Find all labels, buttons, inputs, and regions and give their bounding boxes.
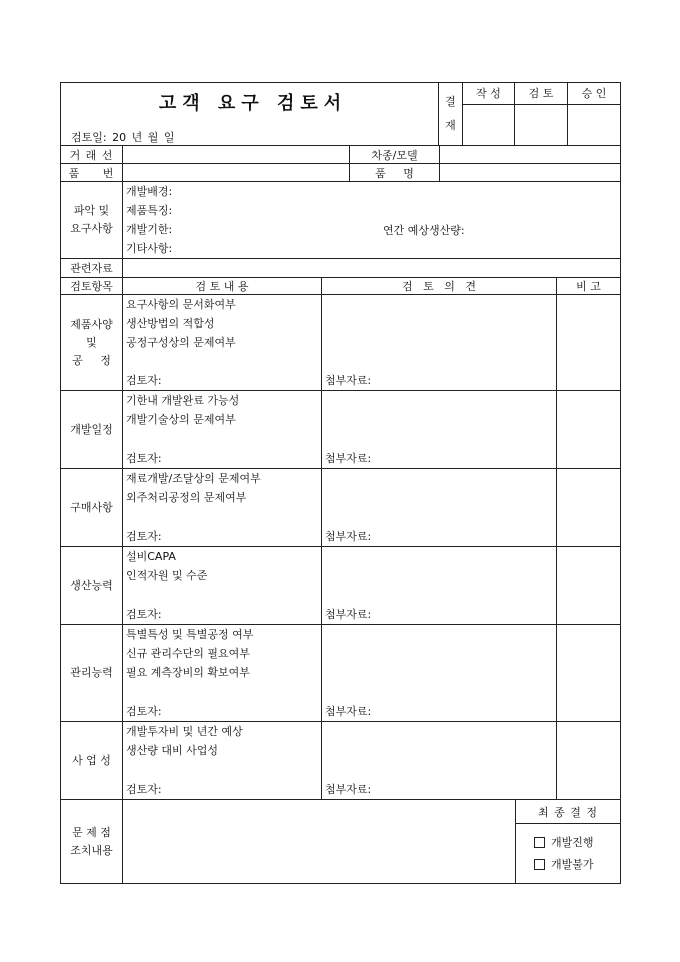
header-table [60, 82, 621, 146]
option-reject[interactable] [534, 854, 617, 876]
checkbox-icon[interactable] [534, 837, 545, 848]
reviewer-label: 검토자: [126, 608, 162, 621]
part-no-field[interactable] [123, 164, 350, 182]
review-item: 특별특성 및 특별공정 여부 [126, 628, 254, 641]
review-item: 개발기술상의 문제여부 [126, 413, 236, 426]
reviewer-label: 검토자: [126, 374, 162, 387]
section-label: 구매사항 [61, 469, 123, 547]
sign-box-write[interactable] [463, 104, 515, 145]
remark-field[interactable] [557, 469, 621, 547]
option-proceed[interactable] [534, 832, 617, 854]
sign-box-review[interactable] [515, 104, 568, 145]
remark-field[interactable] [557, 391, 621, 469]
review-item: 공정구성상의 문제여부 [126, 336, 236, 349]
section-label: 생산능력 [61, 547, 123, 625]
related-data-field[interactable] [123, 259, 621, 278]
remark-field[interactable] [557, 547, 621, 625]
review-item: 외주처리공정의 문제여부 [126, 491, 247, 504]
req-features: 제품특징: [126, 204, 173, 217]
review-item: 개발투자비 및 년간 예상 [126, 725, 243, 738]
review-item: 생산방법의 적합성 [126, 317, 215, 330]
req-other: 기타사항: [126, 242, 173, 255]
option-reject-label: 개발불가 [551, 857, 594, 871]
approval-label-2: 재 [445, 119, 456, 132]
review-table [60, 277, 621, 800]
requirements-label-2: 요구사항 [70, 222, 113, 235]
attachment-label: 첨부자료: [325, 705, 372, 718]
option-proceed-label: 개발진행 [551, 835, 594, 849]
reviewer-label: 검토자: [126, 452, 162, 465]
reviewer-label: 검토자: [126, 705, 162, 718]
attachment-label: 첨부자료: [325, 783, 372, 796]
col-review-content: 검 토 내 용 [123, 278, 322, 295]
approval-label: 결 [445, 95, 456, 108]
review-form [60, 82, 620, 884]
car-model-field[interactable] [440, 146, 621, 164]
part-no-label: 품 번 [61, 164, 123, 182]
requirements-table [60, 181, 621, 278]
review-date: 검토일: 20 년 월 일 [71, 131, 175, 144]
remark-field[interactable] [557, 295, 621, 391]
part-name-label: 품 명 [350, 164, 440, 182]
section-row [61, 391, 621, 469]
section-row [61, 547, 621, 625]
final-decision-title: 최 종 결 정 [516, 800, 621, 824]
reviewer-label: 검토자: [126, 530, 162, 543]
approval-col-review: 검 토 [515, 83, 568, 105]
attachment-label: 첨부자료: [325, 608, 372, 621]
review-item: 요구사항의 문서화여부 [126, 298, 236, 311]
section-label-line: 및 [86, 335, 97, 349]
review-item: 신규 관리수단의 필요여부 [126, 647, 250, 660]
review-item: 기한내 개발완료 가능성 [126, 394, 240, 407]
section-label: 개발일정 [61, 391, 123, 469]
col-review-item: 검토항목 [61, 278, 123, 295]
section-row [61, 295, 621, 391]
section-label: 관리능력 [61, 625, 123, 722]
col-review-opinion: 검 토 의 견 [322, 278, 557, 295]
section-row [61, 469, 621, 547]
approval-col-write: 작 성 [463, 83, 515, 105]
review-item: 설비CAPA [126, 550, 176, 563]
section-label [61, 295, 123, 391]
reviewer-label: 검토자: [126, 783, 162, 796]
checkbox-icon[interactable] [534, 859, 545, 870]
part-name-field[interactable] [440, 164, 621, 182]
problem-label-1: 문 제 점 [72, 825, 111, 839]
requirements-label [61, 182, 123, 259]
car-model-label: 차종/모델 [350, 146, 440, 164]
section-label-line: 제품사양 [70, 317, 113, 331]
attachment-label: 첨부자료: [325, 452, 372, 465]
attachment-label: 첨부자료: [325, 374, 372, 387]
review-item: 필요 계측장비의 확보여부 [126, 666, 250, 679]
problem-label [61, 800, 123, 884]
review-item: 재료개발/조달상의 문제여부 [126, 472, 261, 485]
req-background: 개발배경: [126, 185, 173, 198]
problem-field[interactable] [123, 800, 516, 884]
section-label: 사 업 성 [61, 722, 123, 800]
problem-label-2: 조치내용 [70, 843, 113, 857]
remark-field[interactable] [557, 722, 621, 800]
review-item: 인적자원 및 수준 [126, 569, 208, 582]
requirements-label-1: 파악 및 [73, 204, 110, 217]
info-table [60, 145, 621, 182]
decision-table [60, 799, 621, 884]
req-deadline: 개발기한: [126, 223, 173, 236]
customer-field[interactable] [123, 146, 350, 164]
remark-field[interactable] [557, 625, 621, 722]
approval-col-approve: 승 인 [568, 83, 621, 105]
sign-box-approve[interactable] [568, 104, 621, 145]
section-row [61, 625, 621, 722]
page-title: 고객 요구 검토서 [158, 93, 348, 114]
attachment-label: 첨부자료: [325, 530, 372, 543]
customer-label: 거 래 선 [61, 146, 123, 164]
section-label-line: 공 정 [72, 353, 111, 367]
section-row [61, 722, 621, 800]
annual-volume-label: 연간 예상생산량: [383, 224, 465, 237]
related-data-label: 관련자료 [61, 259, 123, 278]
col-remark: 비 고 [557, 278, 621, 295]
review-item: 생산량 대비 사업성 [126, 744, 219, 757]
